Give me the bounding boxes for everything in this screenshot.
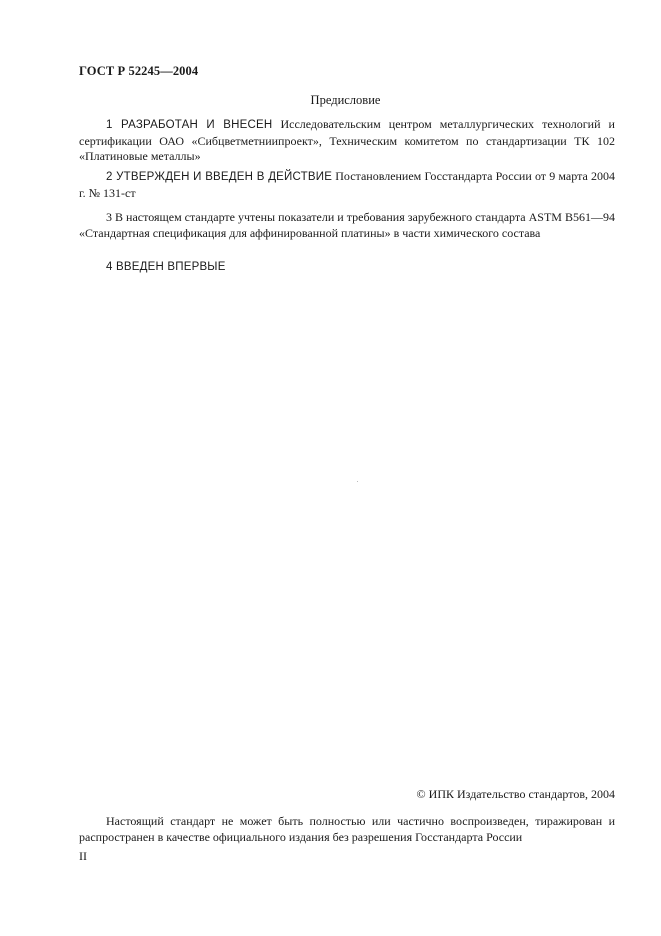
item-text: Исследовательским центром металлургических технологий и сертификации ОАО «Сибцветметниипроект», Техническим комитетом по стандартизации ТК 102 «Платиновые металлы» (79, 117, 615, 163)
page-number: II (79, 849, 87, 863)
foreword-title: Предисловие (310, 93, 381, 107)
foreword-item-4 (79, 259, 615, 276)
copyright-line: © ИПК Издательство стандартов, 2004 (416, 787, 615, 801)
item-lead: 2 УТВЕРЖДЕН И ВВЕДЕН В ДЕЙСТВИЕ (106, 171, 333, 183)
item-lead: 1 РАЗРАБОТАН И ВНЕСЕН (106, 119, 273, 131)
scan-dot (357, 481, 358, 482)
standard-code: ГОСТ Р 52245—2004 (79, 64, 199, 78)
item-text: 3 В настоящем стандарте учтены показатели и требования зарубежного стандарта ASTM B561—94 «Стандартная спецификация для аффинированной платины» в части химического состава (79, 210, 615, 240)
foreword-item-3 (79, 210, 615, 241)
reproduction-notice: Настоящий стандарт не может быть полностью или частично воспроизведен, тиражирован и распространен в качестве официального издания без разрешения Госстандарта России (79, 814, 615, 844)
foreword-item-2 (79, 169, 615, 201)
foreword-item-1 (79, 117, 615, 165)
item-text: Постановлением Госстандарта России от 9 марта 2004 г. № 131-ст (79, 169, 615, 200)
item-lead: 4 ВВЕДЕН ВПЕРВЫЕ (106, 261, 226, 273)
